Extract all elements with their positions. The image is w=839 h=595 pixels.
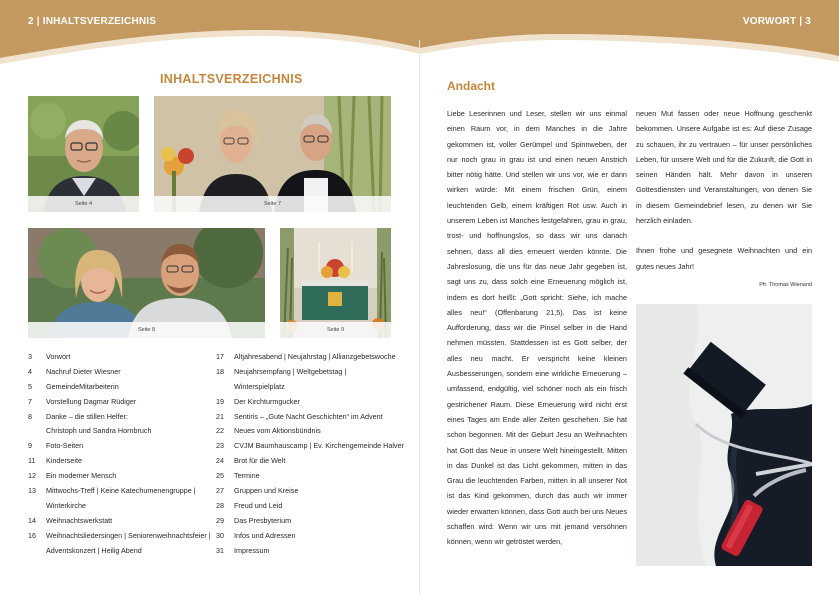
andacht-greeting: Ihnen frohe und gesegnete Weihnachten und ein gutes neues Jahr! [636, 246, 812, 271]
toc-page-number: 8 [28, 411, 32, 421]
page-gutter [419, 40, 420, 595]
toc-entry-title: Foto-Seiten [46, 441, 84, 451]
toc-entry[interactable] [216, 365, 416, 380]
toc-page-number: 5 [28, 381, 32, 391]
toc-entry[interactable] [216, 484, 416, 499]
toc-entry-title: Altjahresabend | Neujahrstag | Allianzgebetswoche [234, 352, 396, 361]
toc-entry-title: Nachruf Dieter Wiesner [46, 366, 121, 376]
toc-entry-title: Ein moderner Mensch [46, 471, 117, 481]
toc-entry-title: Sentiris – „Gute Nacht Geschichten“ im Advent [234, 411, 383, 421]
toc-entry[interactable] [28, 484, 213, 499]
toc-page-number: 18 [216, 366, 224, 376]
toc-entry-title: Neujahrsempfang | Weltgebetstag | [234, 366, 347, 376]
toc-page-number [28, 499, 46, 514]
toc-page-number: 14 [28, 515, 36, 525]
toc-entry-title: Gruppen und Kreise [234, 486, 299, 496]
toc-entry[interactable] [28, 514, 213, 529]
photo-caption: Seite 8 [28, 322, 265, 338]
toc-entry[interactable] [28, 380, 213, 395]
toc-entry-title: Weihnachtsliedersingen | Seniorenweihnachtsfeier | [46, 530, 211, 540]
toc-page-number: 29 [216, 515, 224, 525]
toc-page-number: 3 [28, 352, 32, 361]
paint-roller-image [636, 304, 812, 566]
toc-entry[interactable] [216, 544, 416, 559]
toc-entry-title: Mittwochs-Treff | Keine Katechumenengruppe | [46, 486, 196, 496]
toc-page-number: 30 [216, 530, 224, 540]
andacht-signature: Pfr. Thomas Wienand [759, 282, 812, 288]
toc-entry[interactable] [28, 454, 213, 469]
toc-entry[interactable] [216, 499, 416, 514]
toc-page-number: 4 [28, 366, 32, 376]
toc-entry-title: Danke – die stillen Helfer: [46, 411, 128, 421]
toc-entry[interactable] [216, 454, 416, 469]
toc-entry[interactable] [28, 395, 213, 410]
toc-entry[interactable] [216, 395, 416, 410]
toc-entry[interactable] [28, 350, 213, 365]
toc-page-number: 17 [216, 352, 224, 361]
toc-entry-title: Der Kirchturmgucker [234, 396, 300, 406]
andacht-column-2 [636, 106, 812, 274]
andacht-paragraph: neuen Mut fassen oder neue Hoffnung geschenkt bekommen. Unsere Aufgabe ist es: Auf diese Zusage zu schauen, ihr zu vertrauen – für unser persönliches Leben, für unsere Welt und für die Zukunft, die Gott in seinen Händen hält. Mehr davon in unseren Gottesdiensten und Veranstaltungen, von denen Sie in diesem Gemeindebrief lesen, zu denen wir Sie herzlich einladen. [636, 109, 812, 226]
andacht-column-1 [447, 106, 627, 550]
toc-entry[interactable] [216, 350, 416, 365]
toc-page-number: 16 [28, 530, 36, 540]
toc-entry-title: Winterspielplatz [234, 381, 285, 391]
toc-page-number: 7 [28, 396, 32, 406]
toc-entry[interactable] [216, 410, 416, 425]
toc-entry-title: GemeindeMitarbeiterin [46, 381, 119, 391]
toc-entry[interactable] [216, 469, 416, 484]
header-right-title: VORWORT | 3 [742, 16, 811, 27]
toc-page-number [28, 424, 46, 439]
toc-page-number: 31 [216, 545, 224, 555]
toc-entry[interactable] [28, 469, 213, 484]
toc-entry[interactable] [216, 424, 416, 439]
toc-entry-title: Termine [234, 471, 260, 481]
toc-page-number: 25 [216, 471, 224, 481]
toc-entry-title: Kinderseite [46, 456, 82, 466]
toc-column-a [28, 350, 213, 558]
toc-entry-title: Impressum [234, 545, 270, 555]
toc-entry-continuation[interactable] [28, 424, 213, 439]
toc-entry-continuation[interactable] [28, 499, 213, 514]
toc-entry-title: Christoph und Sandra Hornbruch [46, 426, 152, 436]
toc-title: INHALTSVERZEICHNIS [160, 72, 303, 86]
toc-entry-title: Freud und Leid [234, 500, 283, 510]
toc-entry[interactable] [28, 365, 213, 380]
toc-column-b [216, 350, 416, 558]
andacht-title: Andacht [447, 79, 495, 93]
toc-entry-title: Vorwort [46, 352, 71, 361]
toc-entry-title: Adventskonzert | Heilig Abend [46, 545, 142, 555]
toc-page-number: 13 [28, 486, 36, 496]
toc-entry[interactable] [28, 439, 213, 454]
toc-entry-title: CVJM Baumhauscamp | Ev. Kirchengemeinde Halver [234, 441, 404, 451]
toc-page-number: 12 [28, 471, 36, 481]
toc-entry-continuation[interactable] [28, 544, 213, 559]
photo-caption: Seite 4 [28, 196, 139, 212]
toc-entry-title: Brot für die Welt [234, 456, 286, 466]
toc-entry[interactable] [216, 514, 416, 529]
toc-page-number: 24 [216, 456, 224, 466]
toc-page-number: 21 [216, 411, 224, 421]
toc-page-number: 9 [28, 441, 32, 451]
toc-page-number: 23 [216, 441, 224, 451]
toc-entry-continuation[interactable] [216, 380, 416, 395]
toc-page-number: 22 [216, 426, 224, 436]
toc-page-number: 28 [216, 500, 224, 510]
toc-page-number [216, 380, 234, 395]
toc-entry[interactable] [216, 529, 416, 544]
toc-page-number [28, 544, 46, 559]
toc-entry[interactable] [28, 410, 213, 425]
toc-entry-title: Vorstellung Dagmar Rüdiger [46, 396, 137, 406]
toc-page-number: 11 [28, 456, 36, 466]
toc-entry-title: Das Presbyterium [234, 515, 292, 525]
toc-entry-title: Weihnachtswerkstatt [46, 515, 113, 525]
toc-page-number: 27 [216, 486, 224, 496]
toc-entry-title: Infos und Adressen [234, 530, 296, 540]
toc-entry[interactable] [216, 439, 416, 454]
toc-entry[interactable] [28, 529, 213, 544]
toc-page-number: 19 [216, 396, 224, 406]
andacht-paragraph: Liebe Leserinnen und Leser, stellen wir uns einmal einen Raum vor, in dem Manches in die Jahre gekommen ist, voller Gerümpel und Spinnweben, der nur noch grau in grau ist und einen neuen Anstrich bitter nötig hätte. Und stellen wir uns vor, wie er dann wirken würde: Mit einem frischen Grün, einem leuchtenden Gelb, einem kräftigen Rot usw. Auch in unserem Leben ist Manches festgefahren, grau in grau, trost- und hoffnungslos, so dass wir uns danach sehnen, dass all dies erneuert werden könnte. Die Jahreslosung, die uns für das neue Jahr gegeben ist, sagt uns zu, dass solch eine Erneuerung möglich ist, indem es dort heißt: „Gott spricht: Siehe, ich mache alles neu!“ (Offenbarung 21,5). Das ist keine Aufforderung, dass wir die Pinsel selber in die Hand nehmen müssten. Stattdessen ist es Gott selber, der alles neu macht. Er verspricht keine kleinen Ausbesserungen, sondern eine wirkliche Erneuerung – umfassend, endgültig, viel schöner noch als ein frisch gestrichener Raum. Diese Erneuerung wird nicht erst eines Tages am Ende aller Zeiten geschehen. Sie hat schon begonnen. Mit der Geburt Jesu an Weihnachten hat Gott das Neue in unsere Welt hineingestellt. Mitten in das Dunkel ist das Licht gekommen, mitten in das Grau die leuchtenden Farben, mitten in all unserer Not ist das Kind gekommen, durch das auch wir immer wieder erwarten können, dass Gott auch bei uns Neues schaffen wird: Wenn wir uns mit jemand versöhnen können, wenn wir getröstet werden, [447, 109, 627, 547]
photo-caption: Seite 9 [280, 322, 391, 338]
photo-seite-4 [28, 96, 139, 212]
header-left-title: 2 | INHALTSVERZEICHNIS [28, 16, 157, 27]
photo-caption: Seite 7 [154, 196, 391, 212]
toc-entry-title: Winterkirche [46, 500, 86, 510]
toc-entry-title: Neues vom Aktionsbündnis [234, 426, 321, 436]
photo-seite-7 [154, 96, 391, 212]
